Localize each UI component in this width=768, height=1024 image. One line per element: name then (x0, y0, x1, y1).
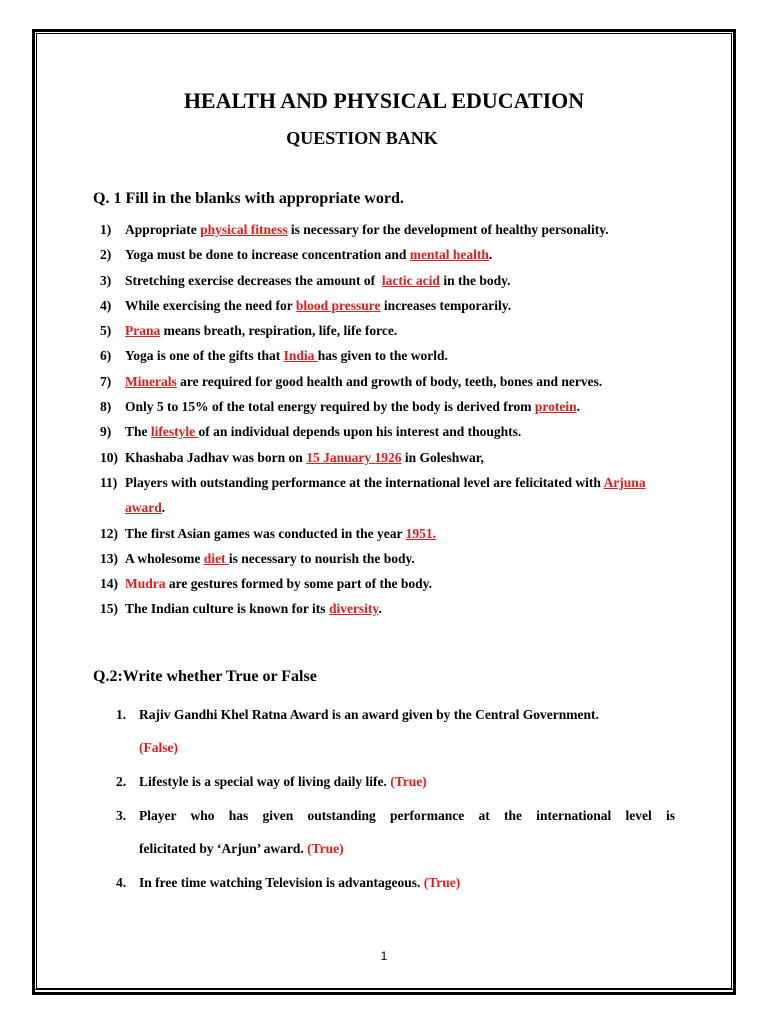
item-statement-line (139, 875, 675, 891)
item-post: are required for good health and growth of body, teeth, bones and nerves. (176, 373, 603, 389)
fill-item-9 (0, 419, 768, 444)
item-text (125, 293, 677, 318)
fill-item-15 (0, 596, 768, 621)
item-answer: (True) (423, 875, 461, 890)
item-text (125, 268, 677, 293)
item-number: 4. (116, 875, 127, 890)
page-number: 1 (380, 949, 388, 963)
item-post: . (488, 247, 493, 263)
item-number: 12) (100, 525, 118, 541)
item-text (125, 596, 677, 621)
item-post: . (161, 500, 166, 516)
item-answer: Prana (125, 323, 161, 339)
item-pre: The (125, 424, 151, 440)
q1-heading: Q. 1 Fill in the blanks with appropriate word. (93, 190, 404, 207)
item-statement: Lifestyle is a special way of living daily life. (139, 774, 387, 789)
item-text (125, 546, 677, 571)
item-number: 11) (100, 474, 118, 490)
item-statement: Rajiv Gandhi Khel Ratna Award is an award given by the Central Government. (139, 707, 599, 722)
item-statement: In free time watching Television is advantageous. (139, 875, 421, 890)
document-subtitle: QUESTION BANK (286, 128, 438, 148)
item-post: has given to the world. (317, 348, 448, 364)
item-pre: Yoga must be done to increase concentration and (125, 247, 410, 263)
item-text (125, 571, 677, 596)
item-answer: diversity (328, 601, 379, 617)
item-text (125, 369, 677, 394)
item-answer: lactic acid (381, 272, 440, 288)
item-pre: Only 5 to 15% of the total energy required by the body is derived from (125, 399, 535, 415)
fill-item-10 (0, 445, 768, 470)
item-number: 10) (100, 449, 118, 465)
item-text (125, 521, 677, 546)
item-answer: Arjuna award (125, 474, 646, 516)
fill-item-12 (0, 521, 768, 546)
item-answer: blood pressure (295, 297, 381, 313)
item-pre: Players with outstanding performance at the international level are felicitated with (125, 474, 604, 490)
fill-item-3 (0, 268, 768, 293)
fill-item-1 (0, 217, 768, 242)
item-answer: 1951. (405, 525, 437, 541)
q2-heading: Q.2:Write whether True or False (93, 668, 317, 685)
item-number: 6) (100, 348, 112, 364)
item-answer: Mudra (125, 576, 166, 592)
item-number: 4) (100, 297, 112, 313)
item-pre: Khashaba Jadhav was born on (125, 449, 307, 465)
fill-in-blanks-list (0, 217, 768, 622)
item-number: 2. (116, 774, 127, 789)
item-post: increases temporarily. (380, 297, 512, 313)
item-number: 1. (116, 707, 127, 722)
item-answer: diet (203, 550, 229, 566)
fill-item-6 (0, 343, 768, 368)
item-pre: Stretching exercise decreases the amount of (125, 272, 382, 288)
item-number: 13) (100, 550, 118, 566)
item-post: . (378, 601, 382, 617)
item-number: 15) (100, 601, 118, 617)
item-post: means breath, respiration, life, life force. (160, 323, 398, 339)
item-text (125, 445, 677, 470)
item-text (125, 242, 677, 267)
item-answer: (True) (390, 774, 427, 789)
document-title: HEALTH AND PHYSICAL EDUCATION (183, 88, 585, 113)
page-bottom-rule (32, 989, 736, 990)
item-number: 7) (100, 373, 112, 389)
item-pre: The first Asian games was conducted in the year (125, 525, 406, 541)
item-text (125, 343, 677, 368)
item-pre: While exercising the need for (125, 297, 296, 313)
item-text (125, 217, 677, 242)
item-number: 5) (100, 323, 112, 339)
item-pre: Yoga is one of the gifts that (125, 348, 284, 364)
fill-item-14 (0, 571, 768, 596)
fill-item-11 (0, 470, 768, 521)
item-pre: Appropriate (125, 222, 201, 237)
fill-item-8 (0, 394, 768, 419)
item-answer: (False) (139, 740, 178, 755)
item-pre: A wholesome (125, 550, 204, 566)
fill-item-13 (0, 546, 768, 571)
item-number: 14) (100, 576, 118, 592)
item-number: 1) (100, 222, 112, 237)
fill-item-4 (0, 293, 768, 318)
item-number: 2) (100, 247, 112, 263)
item-number: 9) (100, 424, 112, 440)
item-number: 3. (116, 808, 127, 823)
item-post: . (576, 399, 580, 415)
item-statement-line (139, 774, 675, 790)
fill-item-2 (0, 242, 768, 267)
item-answer-line (139, 740, 675, 756)
item-statement: Player who has given outstanding performance at the international level is (139, 808, 675, 823)
item-answer: India (283, 348, 318, 364)
item-answer: (True) (307, 841, 344, 856)
item-answer: protein (534, 399, 577, 415)
item-post: are gestures formed by some part of the body. (165, 576, 432, 592)
item-post: in Goleshwar, (401, 449, 484, 465)
item-number: 8) (100, 399, 112, 415)
item-text (125, 394, 677, 419)
item-answer: 15 January 1926 (306, 449, 402, 465)
item-text (125, 318, 677, 343)
item-post: of an individual depends upon his interest and thoughts. (198, 424, 522, 440)
item-answer: mental health (409, 247, 489, 263)
fill-item-7 (0, 369, 768, 394)
item-answer: physical fitness (200, 222, 288, 237)
item-answer: lifestyle (150, 424, 199, 440)
item-statement-line-2 (139, 841, 675, 857)
item-number: 3) (100, 272, 112, 288)
item-text (125, 419, 677, 444)
item-post: is necessary to nourish the body. (228, 550, 415, 566)
item-text (125, 470, 677, 521)
fill-item-5 (0, 318, 768, 343)
item-post: is necessary for the development of healthy personality. (287, 222, 609, 237)
item-answer: Minerals (125, 373, 177, 389)
item-pre: The Indian culture is known for its (125, 601, 329, 617)
item-statement-cont: felicitated by ‘Arjun’ award. (139, 841, 304, 856)
item-post: in the body. (439, 272, 511, 288)
